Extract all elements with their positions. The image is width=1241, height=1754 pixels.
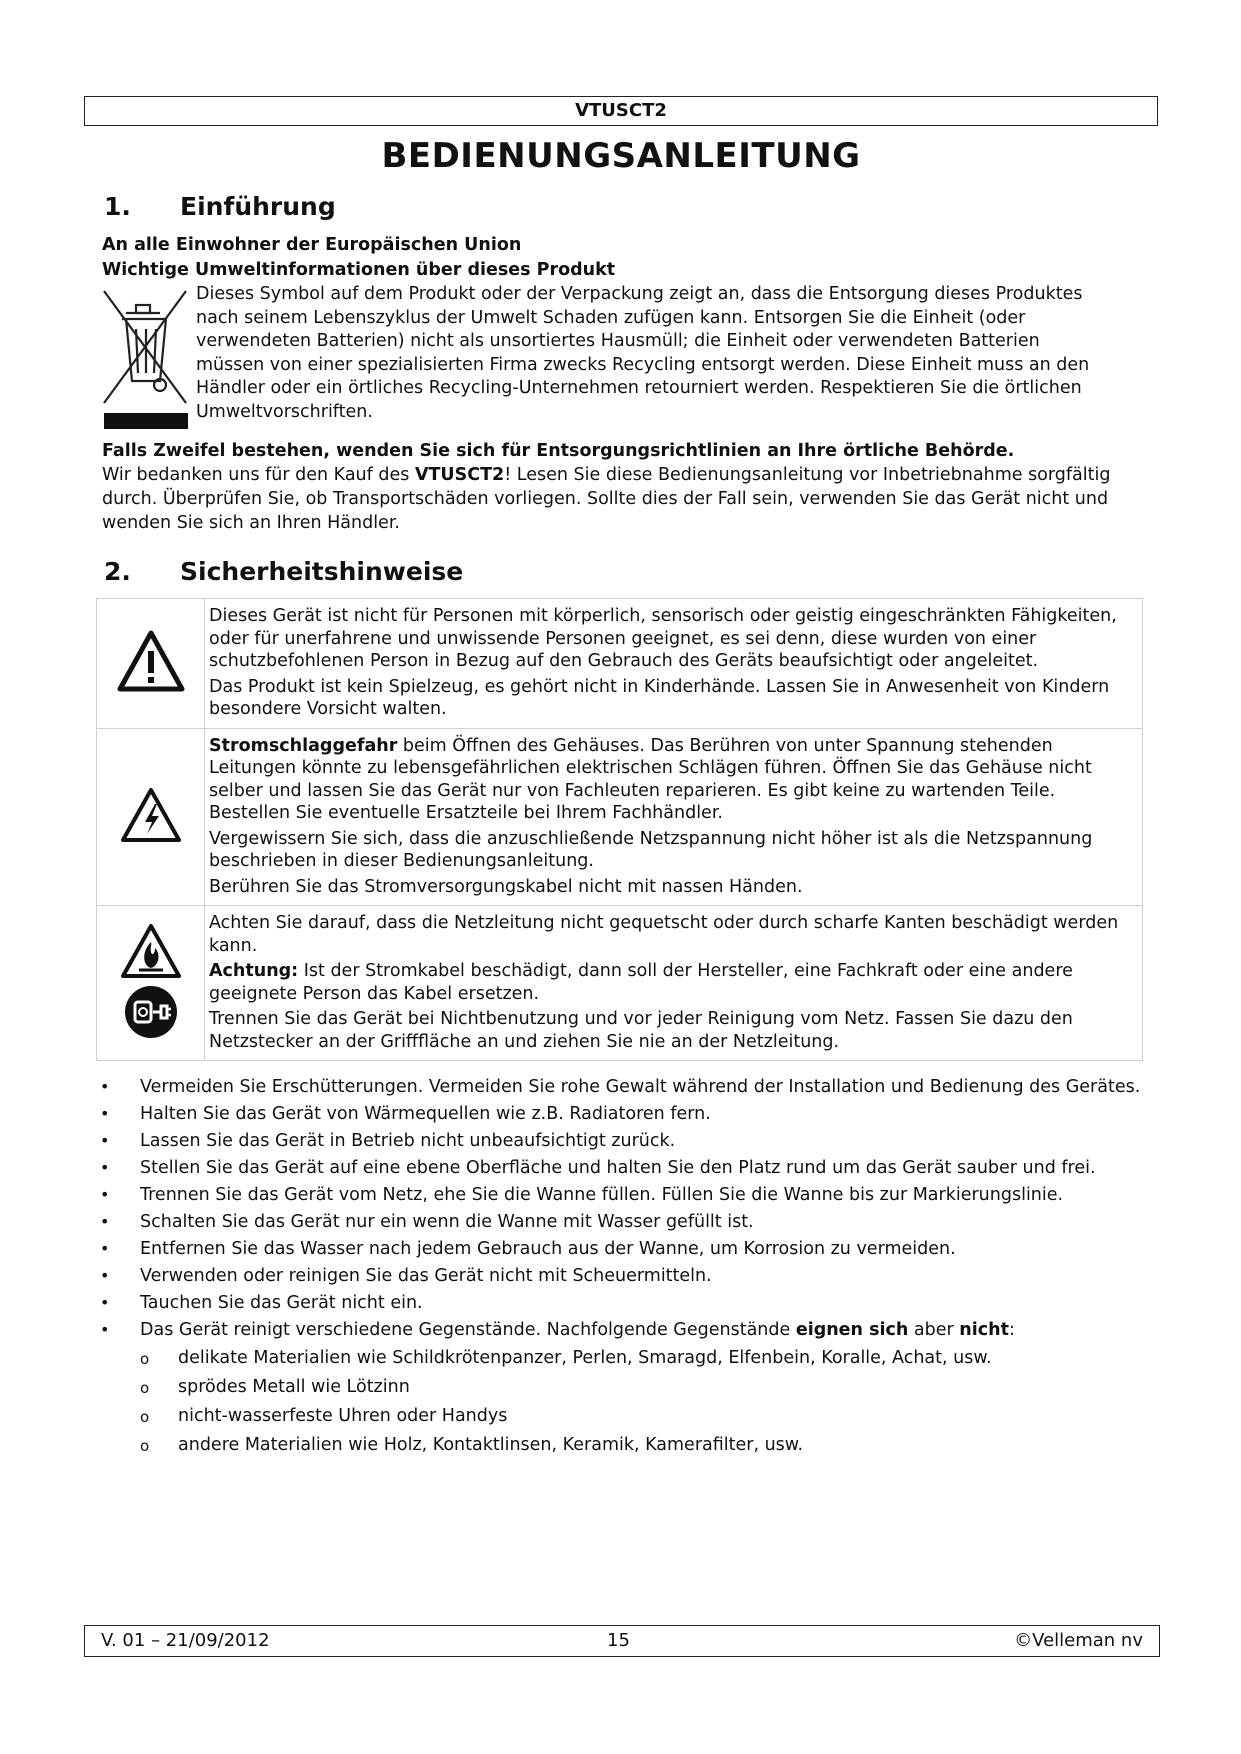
bullet-marker: •	[100, 1320, 110, 1339]
sub-list-item-text: sprödes Metall wie Lötzinn	[178, 1377, 410, 1397]
crossed-out-bin-icon	[100, 285, 192, 435]
list-item	[84, 1102, 1158, 1126]
safety-row-electric	[97, 728, 1143, 906]
bullet-marker: •	[100, 1158, 110, 1177]
list-item-text: Halten Sie das Gerät von Wärmequellen wie z.B. Radiatoren fern.	[140, 1104, 711, 1124]
safety-paragraph	[209, 735, 1138, 825]
safety-text-cell	[205, 728, 1143, 906]
eu-heading: An alle Einwohner der Europäischen Union	[102, 235, 522, 255]
emphasis-text: nicht	[959, 1320, 1009, 1340]
list-item	[84, 1156, 1158, 1180]
list-item	[84, 1318, 1158, 1457]
sub-list-item	[84, 1346, 1158, 1370]
section-heading-safety	[84, 557, 1158, 586]
bullet-marker: •	[100, 1104, 110, 1123]
safety-icon-cell	[97, 906, 205, 1061]
attention-label: Achtung:	[209, 961, 299, 981]
list-item-text: Verwenden oder reinigen Sie das Gerät nicht mit Scheuermitteln.	[140, 1266, 712, 1286]
sub-list-item	[84, 1433, 1158, 1457]
unsuitable-items-list	[84, 1346, 1158, 1457]
bullet-marker: •	[100, 1239, 110, 1258]
intro-model-name: VTUSCT2	[414, 465, 505, 485]
safety-paragraph: Dieses Gerät ist nicht für Personen mit körperlich, sensorisch oder geistig eingeschränkten Fähigkeiten, oder für unerfahrene und unwissende Personen geeignet, es sei denn, diese wurden von einer schutzbefohlenen Person in Bezug auf den Gebrauch des Geräts beaufsichtigt oder angeleitet.	[209, 606, 1117, 671]
safety-paragraph: Trennen Sie das Gerät bei Nichtbenutzung und vor jeder Reinigung vom Netz. Fassen Sie dazu den Netzstecker an der Grifffläche an und ziehen Sie nie an der Netzleitung.	[209, 1009, 1073, 1052]
safety-bullet-list	[84, 1075, 1158, 1457]
intro-text-start: Wir bedanken uns für den Kauf des	[102, 465, 415, 485]
text-fragment: :	[1008, 1320, 1015, 1340]
bullet-marker: •	[100, 1131, 110, 1150]
list-item-text: Vermeiden Sie Erschütterungen. Vermeiden Sie rohe Gewalt während der Installation und Bedienung des Gerätes.	[140, 1077, 1141, 1097]
section-title: Sicherheitshinweise	[180, 557, 464, 586]
page	[84, 96, 1158, 1462]
sub-list-item-text: andere Materialien wie Holz, Kontaktlinsen, Keramik, Kamerafilter, usw.	[178, 1435, 804, 1455]
list-item	[84, 1264, 1158, 1288]
text-fragment: Das Gerät reinigt verschiedene Gegenstände. Nachfolgende Gegenstände	[140, 1320, 796, 1340]
safety-paragraph: Berühren Sie das Stromversorgungskabel nicht mit nassen Händen.	[209, 876, 803, 897]
disposal-notice: Falls Zweifel bestehen, wenden Sie sich für Entsorgungsrichtlinien an Ihre örtliche Behörde.	[102, 441, 1015, 461]
shock-hazard-text: beim Öffnen des Gehäuses. Das Berühren von unter Spannung stehenden Leitungen könnte zu lebensgefährlichen elektrischen Schlägen führen. Öffnen Sie das Gehäuse nicht selber und lassen Sie das Gerät nur von Fachleuten reparieren. Es gibt keine zu wartenden Teile. Bestellen Sie eventuelle Ersatzteile bei Ihrem Fachhändler.	[209, 735, 1092, 823]
page-title: BEDIENUNGSANLEITUNG	[381, 136, 861, 176]
section-number: 2.	[104, 557, 131, 586]
emphasis-text: eignen sich	[795, 1320, 909, 1340]
section-heading-introduction	[84, 192, 1158, 221]
list-item-text: Schalten Sie das Gerät nur ein wenn die Wanne mit Wasser gefüllt ist.	[140, 1212, 754, 1232]
warning-triangle-icon	[116, 629, 186, 693]
safety-table	[96, 598, 1143, 1061]
safety-paragraph: Vergewissern Sie sich, dass die anzuschließende Netzspannung nicht höher ist als die Netzspannung beschrieben in dieser Bedienungsanleitung.	[209, 828, 1093, 871]
fire-hazard-icon	[119, 922, 183, 980]
list-item	[84, 1129, 1158, 1153]
page-number: 15	[607, 1630, 630, 1651]
safety-paragraph: Achten Sie darauf, dass die Netzleitung nicht gequetscht oder durch scharfe Kanten beschädigt werden kann.	[209, 913, 1119, 956]
weee-block	[84, 283, 1158, 439]
section-title: Einführung	[180, 192, 336, 221]
safety-row-power-cord	[97, 906, 1143, 1061]
sub-bullet-marker: o	[140, 1350, 150, 1368]
safety-icon-cell	[97, 728, 205, 906]
sub-list-item-text: nicht-wasserfeste Uhren oder Handys	[178, 1406, 508, 1426]
attention-text: Ist der Stromkabel beschädigt, dann soll der Hersteller, eine Fachkraft oder eine andere geeignete Person das Kabel ersetzen.	[209, 961, 1073, 1004]
sub-list-item	[84, 1404, 1158, 1428]
safety-row-general	[97, 599, 1143, 729]
page-footer	[84, 1625, 1160, 1657]
safety-text-cell	[205, 906, 1143, 1061]
intro-paragraph	[84, 463, 1158, 535]
environment-heading: Wichtige Umweltinformationen über dieses Produkt	[102, 260, 616, 280]
list-item	[84, 1237, 1158, 1261]
bullet-marker: •	[100, 1077, 110, 1096]
text-fragment: aber	[908, 1320, 960, 1340]
list-item-text: Entfernen Sie das Wasser nach jedem Gebrauch aus der Wanne, um Korrosion zu vermeiden.	[140, 1239, 956, 1259]
copyright: ©Velleman nv	[1014, 1630, 1143, 1651]
safety-text-cell	[205, 599, 1143, 729]
version-date: V. 01 – 21/09/2012	[101, 1630, 270, 1651]
sub-list-item-text: delikate Materialien wie Schildkrötenpanzer, Perlen, Smaragd, Elfenbein, Koralle, Achat, usw.	[178, 1348, 992, 1368]
safety-paragraph: Das Produkt ist kein Spielzeug, es gehört nicht in Kinderhände. Lassen Sie in Anwesenheit von Kindern besondere Vorsicht walten.	[209, 676, 1110, 719]
model-header: VTUSCT2	[84, 96, 1158, 126]
bullet-marker: •	[100, 1293, 110, 1312]
list-item	[84, 1291, 1158, 1315]
list-item	[84, 1183, 1158, 1207]
list-item-text: Lassen Sie das Gerät in Betrieb nicht unbeaufsichtigt zurück.	[140, 1131, 676, 1151]
list-item-text: Stellen Sie das Gerät auf eine ebene Oberfläche und halten Sie den Platz rund um das Gerät sauber und frei.	[140, 1158, 1096, 1178]
list-item-text: Tauchen Sie das Gerät nicht ein.	[140, 1293, 423, 1313]
unplug-icon	[123, 984, 179, 1040]
list-item	[84, 1210, 1158, 1234]
bullet-marker: •	[100, 1212, 110, 1231]
safety-paragraph	[209, 960, 1138, 1005]
bullet-marker: •	[100, 1185, 110, 1204]
shock-hazard-label: Stromschlaggefahr	[209, 735, 398, 756]
sub-bullet-marker: o	[140, 1437, 150, 1455]
bullet-marker: •	[100, 1266, 110, 1285]
high-voltage-warning-icon	[119, 786, 183, 844]
intro-text-end: ! Lesen Sie diese Bedienungsanleitung vor Inbetriebnahme sorgfältig durch. Überprüfen Sie, ob Transportschäden vorliegen. Sollte dies der Fall sein, verwenden Sie das Gerät nicht und wenden Sie sich an Ihren Händler.	[102, 465, 1111, 533]
sub-list-item	[84, 1375, 1158, 1399]
weee-description: Dieses Symbol auf dem Produkt oder der Verpackung zeigt an, dass die Entsorgung dieses Produktes nach seinem Lebenszyklus der Umwelt Schaden zufügen kann. Entsorgen Sie die Einheit (oder verwendeten Batterien) nicht als unsortiertes Hausmüll; die Einheit oder verwendeten Batterien müssen von einer spezialisierten Firma zwecks Recycling entsorgt werden. Diese Einheit muss an den Händler oder ein örtliches Recycling-Unternehmen retourniert werden. Respektieren Sie die örtlichen Umweltvorschriften.	[196, 284, 1090, 422]
safety-icon-cell	[97, 599, 205, 729]
sub-bullet-marker: o	[140, 1408, 150, 1426]
list-item-text: Trennen Sie das Gerät vom Netz, ehe Sie die Wanne füllen. Füllen Sie die Wanne bis zur Markierungslinie.	[140, 1185, 1064, 1205]
sub-bullet-marker: o	[140, 1379, 150, 1397]
list-item-text	[140, 1320, 1015, 1340]
section-number: 1.	[104, 192, 131, 221]
list-item	[84, 1075, 1158, 1099]
